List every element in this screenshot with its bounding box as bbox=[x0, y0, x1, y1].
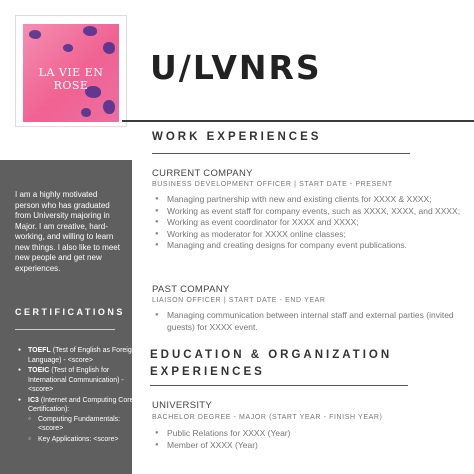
work-divider bbox=[152, 153, 410, 154]
list-item: ● Working as event coordinator for XXXX and XXXX; bbox=[152, 217, 462, 229]
list-item: ● Public Relations for XXXX (Year) bbox=[152, 428, 462, 440]
cert-sub-item: ○ Computing Fundamentals: <score> bbox=[38, 415, 140, 434]
list-item: ● Managing and creating designs for company event publications. bbox=[152, 240, 462, 252]
school-meta: BACHELOR DEGREE - MAJOR (START YEAR - FINISH YEAR) bbox=[152, 414, 383, 421]
current-meta: BUSINESS DEVELOPMENT OFFICER | START DATE - PRESENT bbox=[152, 181, 393, 188]
petal-shape bbox=[63, 44, 73, 52]
petal-shape bbox=[103, 42, 115, 54]
cert-title: TOEFL bbox=[28, 347, 51, 354]
school-name: UNIVERSITY bbox=[152, 400, 213, 411]
list-item: ● Managing communication between internal staff and external parties (invited guests) for XXXX event. bbox=[152, 310, 462, 333]
education-heading-line2: EXPERIENCES bbox=[150, 366, 265, 378]
petal-shape bbox=[29, 30, 41, 39]
cert-sub-list bbox=[28, 415, 140, 445]
cert-title: IC3 bbox=[28, 396, 39, 404]
petal-shape bbox=[81, 108, 91, 117]
list-item: ● Working as event staff for company events, such as XXXX, XXXX, and XXXX; bbox=[152, 206, 462, 218]
current-duties bbox=[152, 194, 462, 252]
past-duties bbox=[152, 310, 462, 333]
cert-item bbox=[28, 396, 140, 445]
photo-logo-text: LA VIE EN ROSE bbox=[38, 66, 104, 92]
petal-shape bbox=[83, 26, 97, 36]
education-divider bbox=[150, 385, 408, 386]
past-meta: LIAISON OFFICER | START DATE - END YEAR bbox=[152, 297, 326, 304]
cert-item bbox=[28, 346, 140, 365]
certifications-divider bbox=[15, 329, 115, 330]
education-list bbox=[152, 428, 462, 451]
about-text: I am a highly motivated person who has graduated from University majoring in Major. I am creative, hard-working, and willing to learn new things. I also like to meet new people and get new experiences. bbox=[15, 190, 120, 273]
cert-item bbox=[28, 366, 140, 395]
list-item: ● Managing partnership with new and existing clients for XXXX & XXXX; bbox=[152, 194, 462, 206]
current-company: CURRENT COMPANY bbox=[152, 168, 253, 179]
cert-detail: (Test of English for International Communication) - <score> bbox=[28, 367, 124, 393]
profile-photo bbox=[23, 24, 119, 122]
education-heading-line1: EDUCATION & ORGANIZATION bbox=[150, 349, 393, 361]
cert-detail: (Internet and Computing Core Certification): bbox=[28, 396, 134, 413]
certifications-list bbox=[15, 346, 140, 445]
cert-sub-item: ○ Key Applications: <score> bbox=[38, 435, 140, 445]
past-company: PAST COMPANY bbox=[152, 284, 230, 295]
header-divider bbox=[122, 120, 474, 122]
cert-detail: (Test of English as Foreign Language) - <score> bbox=[28, 347, 136, 364]
list-item: ● Member of XXXX (Year) bbox=[152, 440, 462, 452]
list-item: ● Working as moderator for XXXX online classes; bbox=[152, 229, 462, 241]
certifications-heading: CERTIFICATIONS bbox=[15, 307, 125, 317]
work-heading: WORK EXPERIENCES bbox=[152, 131, 322, 143]
petal-shape bbox=[103, 100, 115, 114]
cert-title: TOEIC bbox=[28, 367, 50, 374]
candidate-name: U/LVNRS bbox=[150, 48, 322, 87]
